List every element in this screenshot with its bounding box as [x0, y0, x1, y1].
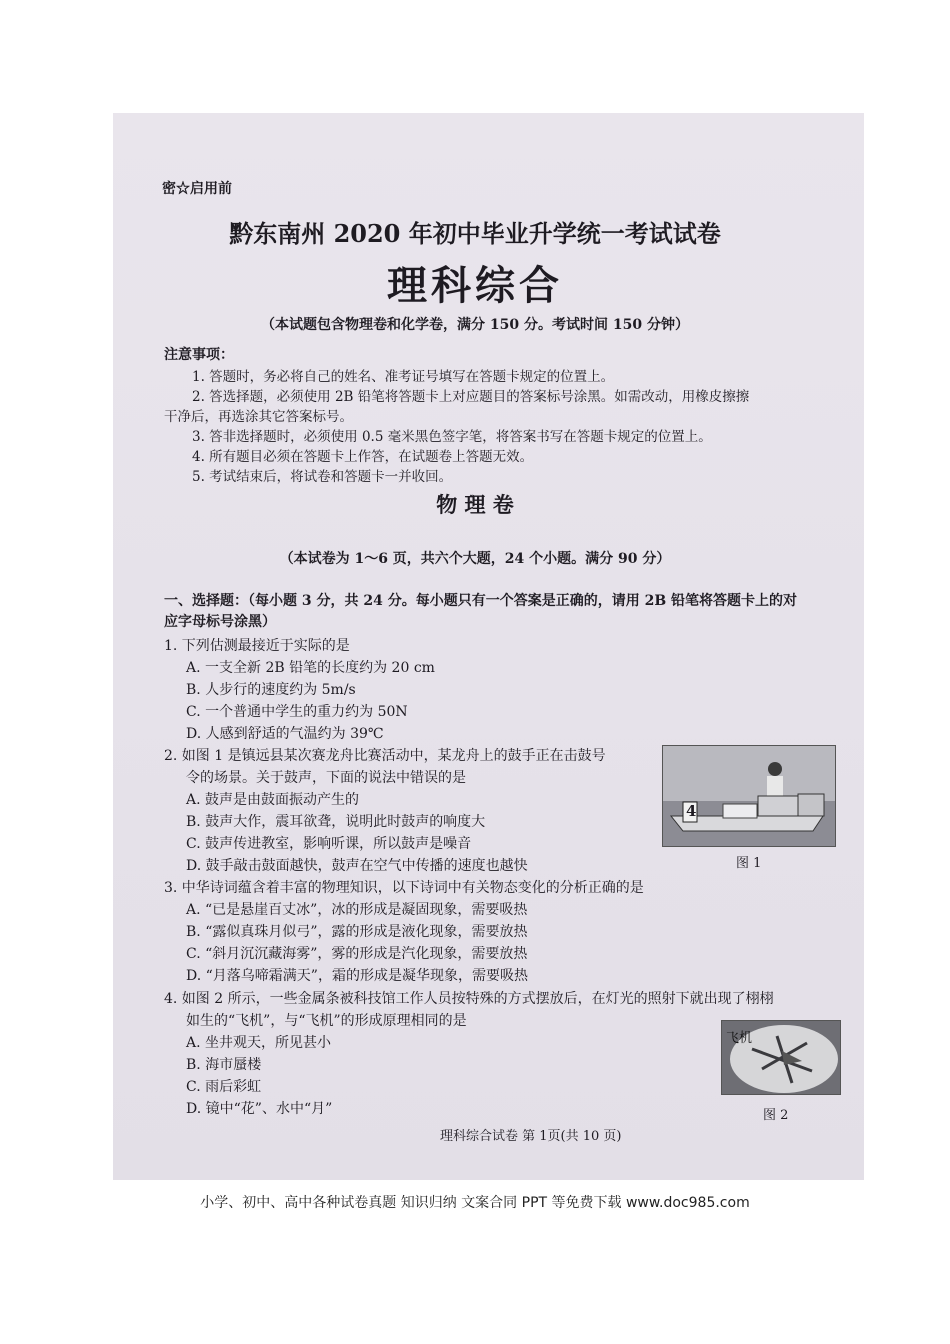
notice-item: 干净后，再选涂其它答案标号。 — [164, 409, 353, 425]
site-footer: 小学、初中、高中各种试卷真题 知识归纳 文案合同 PPT 等免费下载 www.doc985.com — [200, 1195, 750, 1211]
question-3-stem: 3. 中华诗词蕴含着丰富的物理知识，以下诗词中有关物态变化的分析正确的是 — [164, 880, 644, 896]
notice-heading: 注意事项： — [164, 347, 234, 363]
dragon-boat-illustration — [663, 746, 835, 846]
question-1-option-a: A. 一支全新 2B 铅笔的长度约为 20 cm — [186, 660, 435, 676]
part-heading: 一、选择题：（每小题 3 分，共 24 分。每小题只有一个答案是正确的，请用 2B 铅笔将答题卡上的对 — [164, 593, 798, 609]
question-1-stem: 1. 下列估测最接近于实际的是 — [164, 638, 350, 654]
notice-item: 3. 答非选择题时，必须使用 0.5 毫米黑色签字笔，将答案书写在答题卡规定的位置上。 — [192, 429, 712, 445]
question-2-option-d: D. 鼓手敲击鼓面越快，鼓声在空气中传播的速度也越快 — [186, 858, 528, 874]
question-1-option-d: D. 人感到舒适的气温约为 39℃ — [186, 726, 384, 742]
question-3-option-d: D. “月落乌啼霜满天”，霜的形成是凝华现象，需要吸热 — [186, 968, 528, 984]
exam-title: 黔东南州 2020 年初中毕业升学统一考试试卷 — [229, 219, 721, 248]
question-2-option-b: B. 鼓声大作，震耳欲聋，说明此时鼓声的响度大 — [186, 814, 486, 830]
secret-mark: 密☆启用前 — [162, 181, 232, 197]
boat-number: 4 — [686, 802, 697, 820]
figure-1-dragon-boat — [662, 745, 836, 847]
question-4-option-c: C. 雨后彩虹 — [186, 1079, 262, 1095]
figure-1-caption: 图 1 — [736, 856, 762, 871]
section-title: 物 理 卷 — [436, 492, 514, 517]
notice-item: 2. 答选择题，必须使用 2B 铅笔将答题卡上对应题目的答案标号涂黑。如需改动，用橡皮擦擦 — [192, 389, 750, 405]
figure-2-caption: 图 2 — [763, 1108, 789, 1123]
part-heading-cont: 应字母标号涂黑） — [164, 614, 276, 630]
page-footer: 理科综合试卷 第 1页(共 10 页) — [440, 1129, 622, 1144]
question-4-stem: 4. 如图 2 所示，一些金属条被科技馆工作人员按特殊的方式摆放后，在灯光的照射下就出现了栩栩 — [164, 991, 774, 1007]
question-3-option-c: C. “斜月沉沉藏海雾”，雾的形成是汽化现象，需要放热 — [186, 946, 528, 962]
question-2-option-a: A. 鼓声是由鼓面振动产生的 — [186, 792, 360, 808]
figure-2-airplane — [721, 1020, 841, 1095]
question-1-option-c: C. 一个普通中学生的重力约为 50N — [186, 704, 408, 720]
question-3-option-a: A. “已是悬崖百丈冰”，冰的形成是凝固现象，需要吸热 — [186, 902, 528, 918]
question-2-option-c: C. 鼓声传进教室，影响听课，所以鼓声是噪音 — [186, 836, 472, 852]
question-4-option-a: A. 坐井观天，所见甚小 — [186, 1035, 332, 1051]
question-4-option-b: B. 海市蜃楼 — [186, 1057, 262, 1073]
question-2-stem: 2. 如图 1 是镇远县某次赛龙舟比赛活动中，某龙舟上的鼓手正在击鼓号 — [164, 748, 606, 764]
question-3-option-b: B. “露似真珠月似弓”，露的形成是液化现象，需要放热 — [186, 924, 528, 940]
section-note: （本试卷为 1～6 页，共六个大题，24 个小题。满分 90 分） — [279, 551, 671, 567]
question-4-option-d: D. 镜中“花”、水中“月” — [186, 1101, 333, 1117]
notice-item: 4. 所有题目必须在答题卡上作答，在试题卷上答题无效。 — [192, 449, 534, 465]
notice-item: 5. 考试结束后，将试卷和答题卡一并收回。 — [192, 469, 453, 485]
question-4-stem-cont: 如生的“飞机”，与“飞机”的形成原理相同的是 — [186, 1013, 467, 1029]
subject-title: 理科综合 — [387, 262, 563, 309]
question-2-stem-cont: 令的场景。关于鼓声，下面的说法中错误的是 — [186, 770, 466, 786]
question-1-option-b: B. 人步行的速度约为 5m/s — [186, 682, 356, 698]
figure-2-text: 飞机 — [726, 1031, 753, 1046]
exam-note: （本试题包含物理卷和化学卷，满分 150 分。考试时间 150 分钟） — [261, 317, 689, 333]
notice-item: 1. 答题时，务必将自己的姓名、准考证号填写在答题卡规定的位置上。 — [192, 369, 615, 385]
